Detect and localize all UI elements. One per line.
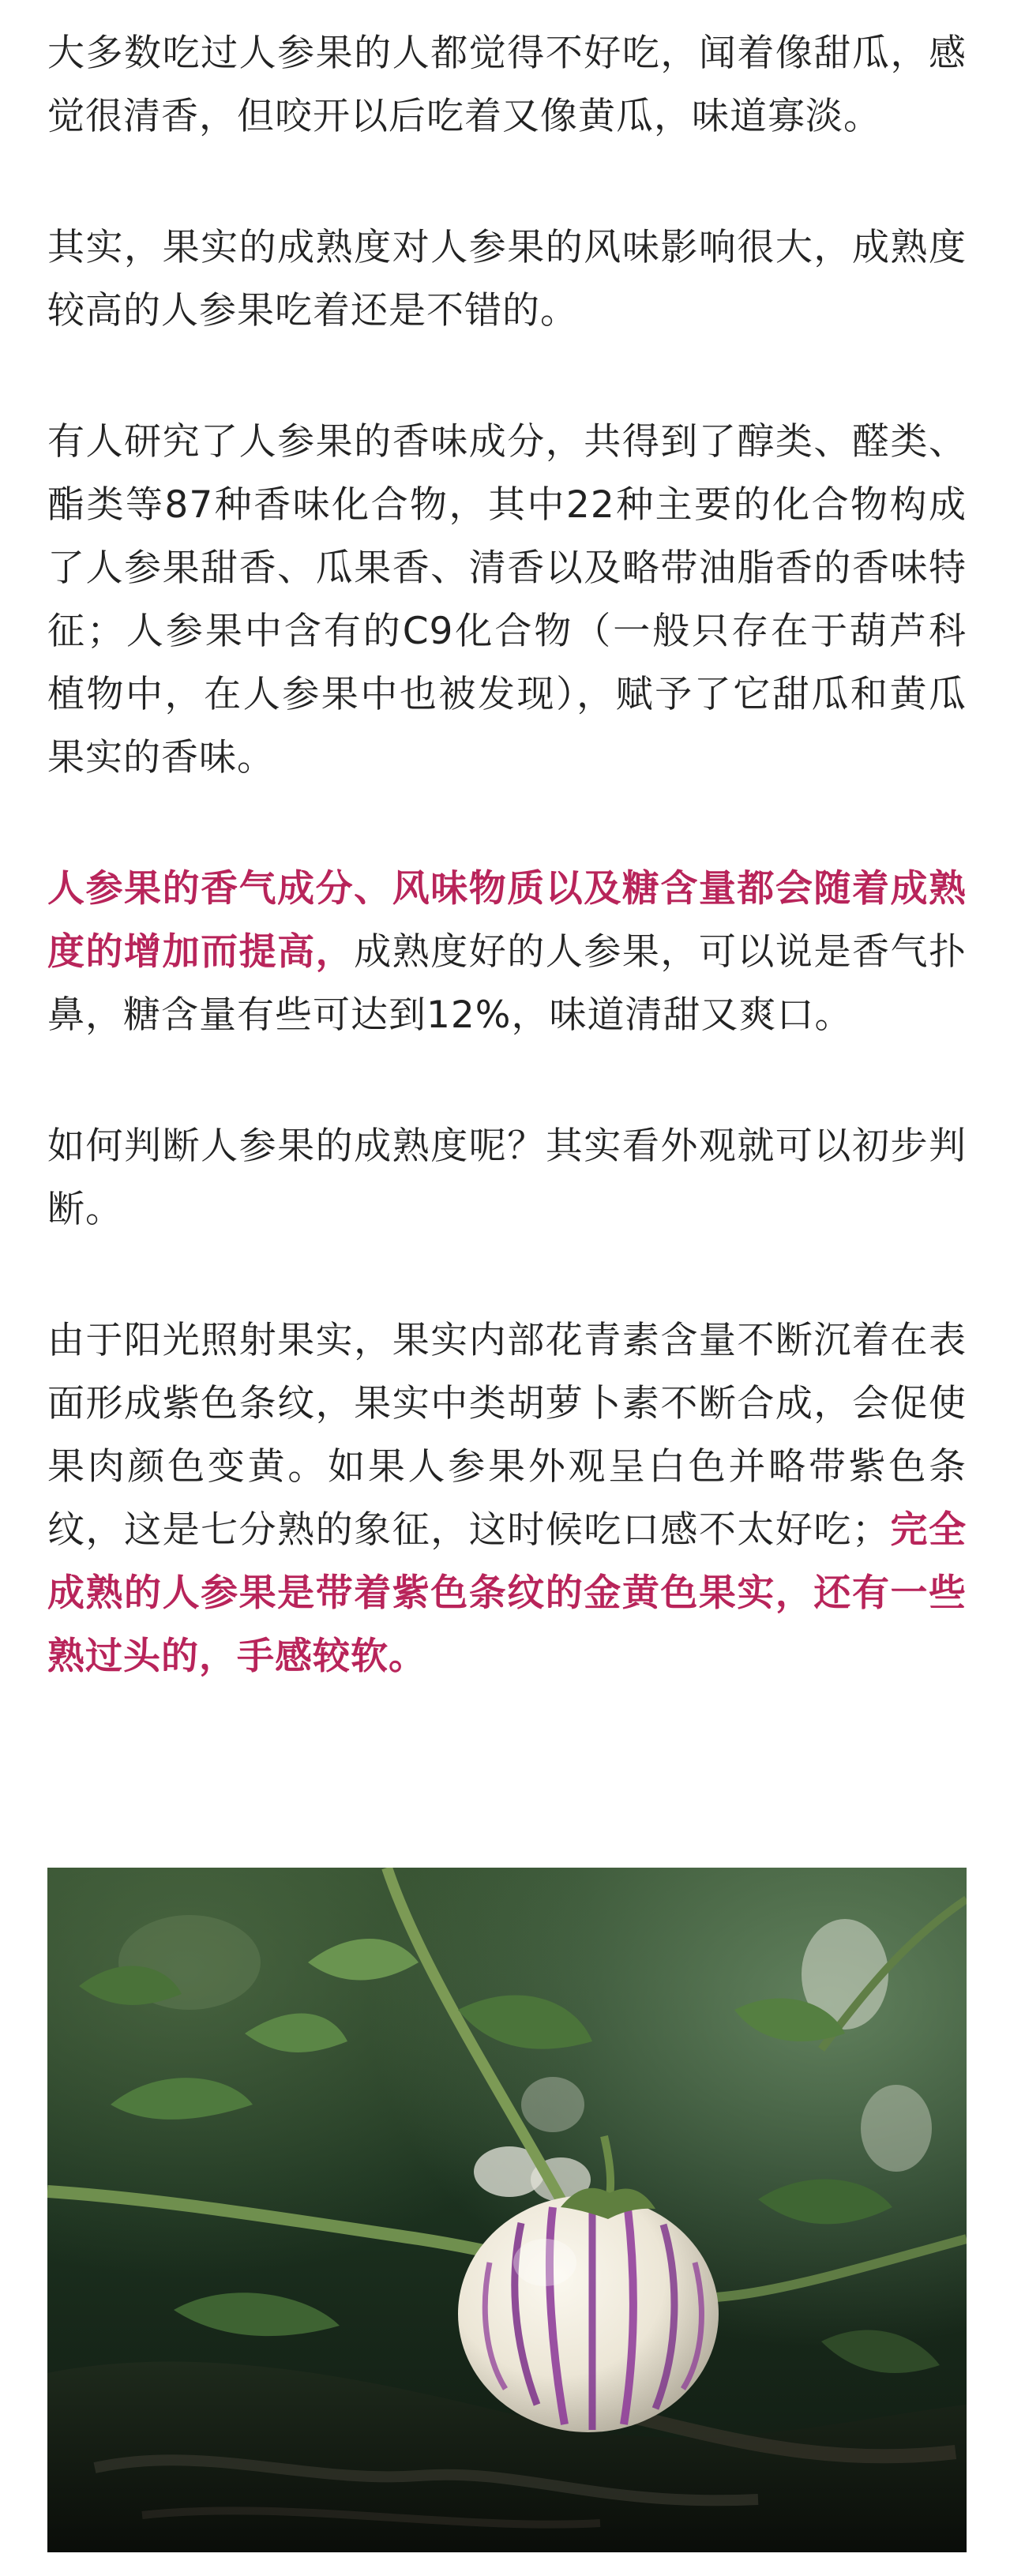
highlight-ripeness-flavor: 人参果的香气成分、风味物质以及糖含量都会随着成熟度的增加而提高， (47, 867, 967, 974)
paragraph-1: 大多数吃过人参果的人都觉得不好吃，闻着像甜瓜，感觉很清香，但咬开以后吃着又像黄瓜，味道寡淡。 (47, 32, 967, 138)
pepino-fruit-photo (47, 1868, 967, 2552)
highlight-fully-ripe: 完全成熟的人参果是带着紫色条纹的金黄色果实，还有一些熟过头的，手感较软。 (47, 1508, 967, 1678)
article-body (47, 22, 967, 1688)
paragraph-3: 有人研究了人参果的香味成分，共得到了醇类、醛类、酯类等87种香味化合物，其中22种主要的化合物构成了人参果甜香、瓜果香、清香以及略带油脂香的香味特征；人参果中含有的C9化合物（一般只存在于葫芦科植物中，在人参果中也被发现），赋予了它甜瓜和黄瓜果实的香味。 (47, 420, 967, 779)
paragraph-4 (47, 858, 967, 1047)
paragraph-4-rest: 成熟度好的人参果，可以说是香气扑鼻，糖含量有些可达到12%，味道清甜又爽口。 (47, 930, 967, 1037)
paragraph-6-text: 由于阳光照射果实，果实内部花青素含量不断沉着在表面形成紫色条纹，果实中类胡萝卜素不断合成，会促使果肉颜色变黄。如果人参果外观呈白色并略带紫色条纹，这是七分熟的象征，这时候吃口感不太好吃； (47, 1319, 967, 1552)
paragraph-5: 如何判断人参果的成熟度呢？其实看外观就可以初步判断。 (47, 1125, 967, 1231)
pepino-photo-illustration (47, 1868, 967, 2552)
paragraph-6 (47, 1309, 967, 1688)
paragraph-2: 其实，果实的成熟度对人参果的风味影响很大，成熟度较高的人参果吃着还是不错的。 (47, 226, 967, 332)
